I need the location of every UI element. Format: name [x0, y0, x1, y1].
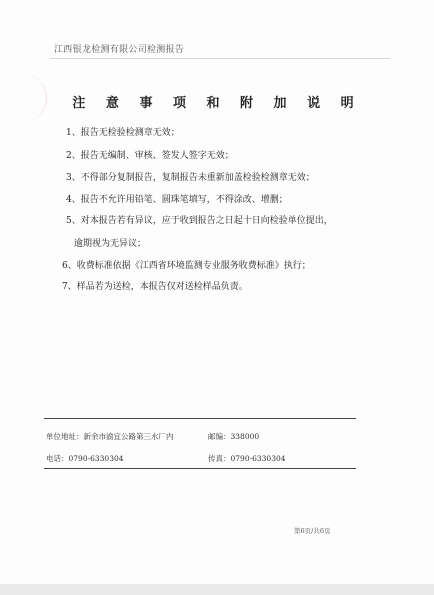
note-item-5: 5、对本报告若有异议，应于收到报告之日起十日向检验单位提出， [66, 216, 333, 226]
note-item-4: 4、报告不允许用铅笔、圆珠笔填写，不得涂改、增删； [66, 195, 288, 205]
note-item-6: 6、收费标准依据《江西省环境监测专业服务收费标准》执行； [62, 261, 311, 271]
footer-postcode: 邮编：338000 [208, 432, 260, 441]
footer-top-rule [44, 418, 356, 419]
note-item-3: 3、不得部分复制报告，复制报告未重新加盖检验检测章无效； [66, 173, 315, 183]
footer-bottom-rule [44, 468, 356, 469]
note-item-1: 1、报告无检验检测章无效； [66, 128, 180, 138]
footer-fax: 传真：0790-6330304 [208, 454, 286, 463]
page-number: 第6页/共6页 [294, 527, 331, 535]
note-item-2: 2、报告无编制、审核、签发人签字无效； [66, 151, 234, 161]
note-item-7: 7、样品若为送检，本报告仅对送检样品负责。 [62, 282, 248, 292]
viewer-bottom-strip [0, 584, 434, 595]
company-header: 江西银龙检测有限公司检测报告 [54, 45, 185, 55]
footer-address: 单位地址：新余市渝宜公路第三水厂内 [46, 432, 174, 441]
header-divider [50, 58, 390, 59]
footer-phone: 电话：0790-6330304 [46, 454, 124, 463]
note-item-5-continued: 逾期视为无异议； [74, 239, 147, 249]
page-title: 注 意 事 项 和 附 加 说 明 [72, 96, 362, 111]
